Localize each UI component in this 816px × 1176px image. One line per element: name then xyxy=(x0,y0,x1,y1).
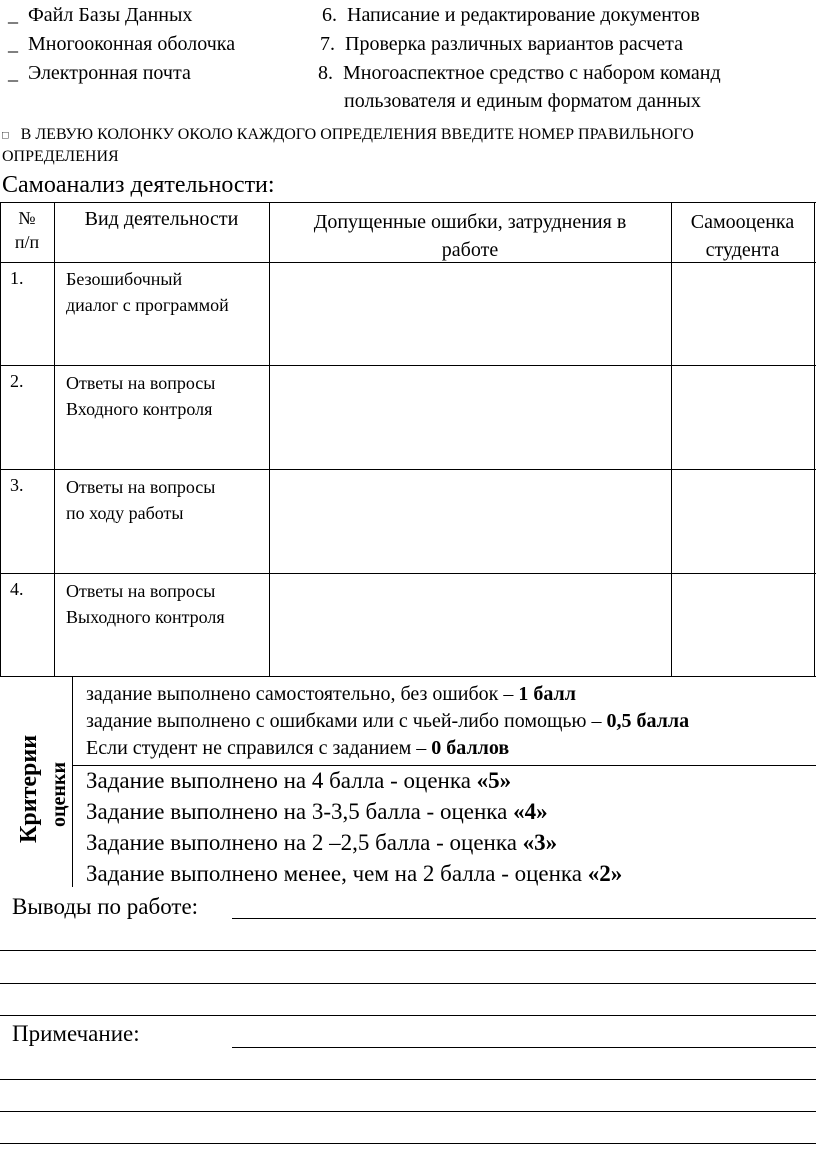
blank-marker[interactable]: _ xyxy=(8,33,18,55)
left-item-3: _ Электронная почта xyxy=(8,62,191,84)
grade-2: Задание выполнено менее, чем на 2 балла - оценка «2» xyxy=(86,861,623,886)
right-item-8-continuation: пользователя и единым форматом данных xyxy=(344,90,701,112)
row-2-self-cell[interactable] xyxy=(674,368,812,466)
header-activity: Вид деятельности xyxy=(84,208,239,230)
row-4-activity: Ответы на вопросы Выходного контроля xyxy=(66,581,225,627)
right-item-7: 7. Проверка различных вариантов расчета xyxy=(320,33,684,55)
criteria-point-2: задание выполнено с ошибками или с чьей-либо помощью – 0,5 балла xyxy=(86,710,690,732)
right-item-8: 8. Многоаспектное средство с набором команд xyxy=(318,62,721,84)
conclusions-label: Выводы по работе: xyxy=(12,894,199,919)
grade-3: Задание выполнено на 2 –2,5 балла - оценка «3» xyxy=(86,830,558,855)
header-errors: Допущенные ошибки, затруднения в работе xyxy=(313,211,627,261)
grade-4: Задание выполнено на 3-3,5 балла - оценка «4» xyxy=(86,799,548,824)
note-line-2[interactable] xyxy=(0,1079,816,1080)
instruction-line-2: ОПРЕДЕЛЕНИЯ xyxy=(2,148,119,165)
conclusions-line-4[interactable] xyxy=(0,1015,816,1016)
row-3-self-cell[interactable] xyxy=(674,472,812,570)
criteria-point-3: Если студент не справился с заданием – 0 баллов xyxy=(86,737,510,759)
header-self-assessment: Самооценка студента xyxy=(690,211,795,261)
header-num: № п/п xyxy=(14,208,40,252)
checkbox-icon: □ xyxy=(2,129,9,142)
grade-5: Задание выполнено на 4 балла - оценка «5» xyxy=(86,768,512,793)
row-4-num: 4. xyxy=(10,579,24,599)
row-1-self-cell[interactable] xyxy=(674,265,812,363)
row-2-errors-cell[interactable] xyxy=(272,368,668,466)
criteria-sublabel: оценки xyxy=(48,762,70,827)
row-1-num: 1. xyxy=(10,268,24,288)
left-item-2: _ Многооконная оболочка xyxy=(8,33,236,55)
conclusions-line-2[interactable] xyxy=(0,950,816,951)
blank-marker[interactable]: _ xyxy=(8,4,18,26)
row-3-errors-cell[interactable] xyxy=(272,472,668,570)
conclusions-line-3[interactable] xyxy=(0,983,816,984)
note-label: Примечание: xyxy=(12,1021,140,1046)
note-line-3[interactable] xyxy=(0,1111,816,1112)
criteria-label: Критерии xyxy=(16,734,42,843)
selfanalysis-table xyxy=(0,202,816,677)
instruction-line-1: □ В ЛЕВУЮ КОЛОНКУ ОКОЛО КАЖДОГО ОПРЕДЕЛЕНИЯ ВВЕДИТЕ НОМЕР ПРАВИЛЬНОГО xyxy=(2,126,694,143)
right-item-6: 6. Написание и редактирование документов xyxy=(322,4,700,26)
criteria-point-1: задание выполнено самостоятельно, без ошибок – 1 балл xyxy=(86,683,576,705)
row-1-errors-cell[interactable] xyxy=(272,265,668,363)
conclusions-line-1[interactable] xyxy=(232,918,816,919)
note-line-4[interactable] xyxy=(0,1143,816,1144)
note-line-1[interactable] xyxy=(232,1047,816,1048)
row-4-errors-cell[interactable] xyxy=(272,576,668,674)
blank-marker[interactable]: _ xyxy=(8,62,18,84)
row-2-activity: Ответы на вопросы Входного контроля xyxy=(66,373,216,419)
left-item-1: _ Файл Базы Данных xyxy=(8,4,193,26)
selfanalysis-title: Самоанализ деятельности: xyxy=(2,172,275,198)
row-4-self-cell[interactable] xyxy=(674,576,812,674)
row-1-activity: Безошибочный диалог с программой xyxy=(66,269,229,315)
row-3-num: 3. xyxy=(10,475,24,495)
row-2-num: 2. xyxy=(10,371,24,391)
row-3-activity: Ответы на вопросы по ходу работы xyxy=(66,477,216,523)
